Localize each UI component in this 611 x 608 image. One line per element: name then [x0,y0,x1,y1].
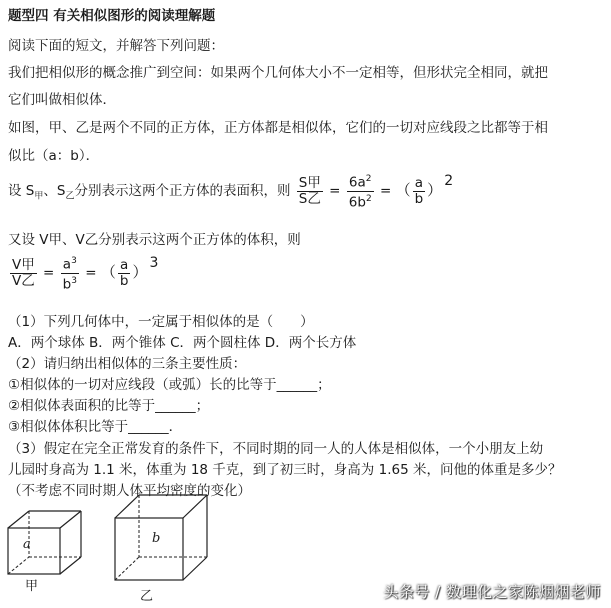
volume-a3-fraction: $\frac{a^3}{b^3}$ [62,256,77,292]
question-2-property-2: ②相似体表面积的比等于______； [8,398,210,414]
question-2-property-3: ③相似体体积比等于______． [8,419,183,435]
volume-ab-fraction: $\frac{a}{b}$ [119,256,129,289]
question-3-line-3: （不考虑不同时期人体平均密度的变化） [8,483,251,499]
volume-ratio-fraction: $\frac{\text{V甲}}{\text{V乙}}$ [12,256,35,289]
edge-label-b: b [152,531,161,546]
volume-intro: 又设 V甲、V乙分别表示这两个正方体的体积，则 [8,232,301,248]
question-1: （1）下列几何体中，一定属于相似体的是（ ） [8,314,314,330]
paragraph-2-line-2: 似比（a：b）． [8,148,100,164]
surface-ab-fraction: $\frac{a}{b}$ [414,174,424,207]
caption-yi: 乙 [140,589,154,604]
question-3-line-1: （3）假定在完全正常发育的条件下，不同时期的同一人的人体是相似体，一个小朋友上幼 [8,441,544,457]
cube-yi-diagram [112,492,212,584]
question-1-options: A．两个球体 B．两个锥体 C．两个圆柱体 D．两个长方体 [8,335,357,351]
paragraph-1-line-1: 我们把相似形的概念推广到空间：如果两个几何体大小不一定相等，但形状完全相同，就把 [8,65,548,81]
cube-jia-diagram [5,508,85,578]
paragraph-1-line-2: 它们叫做相似体． [8,92,116,108]
question-2-property-1: ①相似体的一切对应线段（或弧）长的比等于______； [8,377,331,393]
watermark: 头条号 / 数理化之家陈烟烟老师 [383,583,601,601]
volume-formula: $\frac{\text{V甲}}{\text{V乙}}$ = $\frac{a^3}{b^3}$ = （ $\frac{a}{b}$ ） 3 [12,255,159,292]
question-title: 题型四 有关相似图形的阅读理解题 [8,8,216,24]
question-3-line-2: 儿园时身高为 1.1 米，体重为 18 千克，到了初三时，身高为 1.65 米，问他的体重是多少？ [8,462,562,478]
surface-ratio-fraction: $\frac{\text{S甲}}{\text{S乙}}$ [298,174,321,207]
caption-jia: 甲 [25,579,39,594]
surface-area-formula: 设 $S_甲$、$S_乙$分别表示这两个正方体的表面积，则 $\frac{\text{S甲}}{\text{S乙}}$ = $\frac{6a^2}{6b^2}$ = （ $\frac{a}{b}$ ） 2 [8,173,454,210]
edge-label-a: a [23,537,31,552]
question-2: （2）请归纳出相似体的三条主要性质： [8,356,247,372]
surface-6a2-fraction: $\frac{6a^2}{6b^2}$ [348,174,372,210]
intro-text: 阅读下面的短文，并解答下列问题： [8,38,224,54]
paragraph-2-line-1: 如图，甲、乙是两个不同的正方体，正方体都是相似体，它们的一切对应线段之比都等于相 [8,120,548,136]
